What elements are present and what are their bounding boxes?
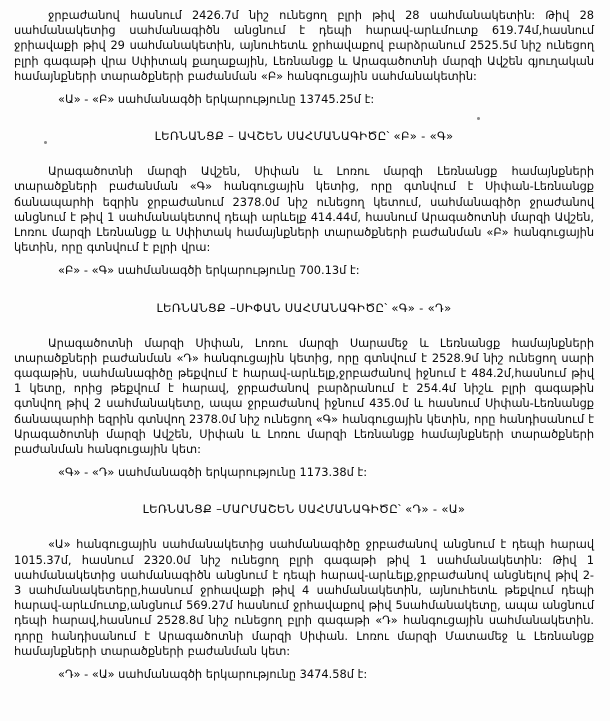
spacer	[14, 457, 594, 465]
scan-speck	[477, 117, 480, 120]
spacer	[14, 480, 594, 502]
section-heading-2: ԼԵՌՆԱՆՑՔ –ՍԻՓԱՆ ՍԱՀՄԱՆԱԳԻԾԸ՝ «Գ» - «Դ»	[156, 300, 452, 315]
spacer	[14, 316, 594, 336]
spacer	[14, 517, 594, 537]
result-line-3: «Գ» - «Դ» սահմանագծի երկարությունը 1173.38մ է:	[58, 465, 368, 480]
result-line-4: «Դ» - «Ա» սահմանագծի երկարությունը 3474.58մ է:	[58, 667, 368, 682]
paragraph-block-3: Արագածոտնի մարզի Սիփան, Լոռու մարզի Սարամեջ և Լեռնանցք համայնքների տարածքների բաժանման «Դ» հանգուցային կետից, որը գտնվում է 2528.9մ նիշ ունեցող սարի գագաթին, սահմանագիծը թեքվում է հարավ-արևելք,ջրբաժանով իջնում է 484.2մ,հասնում թիվ 1 կետը, որից թեքվում է հարավ, ջրբաժանով բարձրանում է 254.4մ նիշև բլրի գագաթին գտնվող թիվ 2 սահմանակետը, ապա ջրբաժանով իջնում 435.0մ և հասնում Սիփան-Լեռնանցք ճանապարհի եզրին գտնվող 2378.0մ նիշ ունեցող «Գ» հանգուցային կետին, որը հանդիսանում է Արագածոտնի մարզի Ավշեն, Սիփան և Լոռու մարզի Լեռնանցք համայնքների տարածքների բաժանման հանգուցային կետ:	[14, 335, 594, 457]
spacer	[14, 279, 594, 301]
spacer	[14, 144, 594, 164]
section-heading-3: ԼԵՌՆԱՆՑՔ –ՄԱՐՄԱՇԵՆ ՍԱՀՄԱՆԱԳԻԾԸ՝ «Դ» - «Ա»	[142, 502, 466, 517]
scan-speck	[44, 141, 47, 144]
paragraph-block-4: «Ա» հանգուցային սահմանակետից սահմանագիծը ջրբաժանով անցնում է դեպի հարավ 1015.37մ, հասնում 2320.0մ նիշ ունեցող բլրի գագաթի թիվ 1 սահմանակետին: Թիվ 1 սահմանակետից սահմանագիծն անցնում է դեպի հարավ-արևելք,ջրբաժանով անցնելով թիվ 2-3 սահմանակետերը,հասնում ջրհավաքի թիվ 4 սահմանակետին, այնուհետև թեքվում դեպի հարավ-արևմուտք,անցնում 569.27մ հասնում ջրհավաքով թիվ 5սահմանակետը, ապա անցնում դեպի հարավ,հասնում 2528.8մ նիշ ունեցող բլրի գագաթի «Դ» հանգուցային սահմանակետին. դորը հանդիսանում է Արագածոտնի մարզի Սիփան. Լոռու մարզի Մատամեջ և Լեռնանցք համայնքների տարածքների բաժանման կետ:	[14, 537, 594, 658]
result-line-2: «Բ» - «Գ» սահմանագծի երկարությունը 700.13մ է:	[58, 263, 360, 278]
spacer	[14, 255, 594, 263]
paragraph-block-2: Արագածոտնի մարզի Ավշեն, Սիփան և Լոռու մարզի Լեռնանցք համայնքների տարածքների բաժանման «Գ» հանգուցային կետից, որը գտնվում է Սիփան-Լեռնանցք ճանապարհի եզրին ջրբաժանում 2378.0մ նիշ ունեցող կետում, սահմանագիծր ջրաժանով անցնում է թիվ 1 սահմանակետով դեպի արևելք 414.44մ, հասնում Արագածոտնի մարզի Ավշեն, Լոռու մարզի Լեռնանցք և Սփիտակ համայնքների տարածքների բաժանման «Բ» հանգուցային կետին, որը գտնվում է բլրի վրա:	[14, 164, 594, 255]
section-heading-1: ԼԵՌՆԱՆՑՔ – ԱՎՇԵՆ ՍԱՀՄԱՆԱԳԻԾԸ՝ «Բ» - «Գ»	[154, 129, 454, 144]
spacer	[14, 107, 594, 129]
result-line-1: «Ա» - «Բ» սահմանագծի երկարությունը 13745.25մ է:	[58, 92, 375, 107]
paragraph-block-1: ջրբաժանով հասնում 2426.7մ նիշ ունեցող բլրի թիվ 28 սահմանակետին: Թիվ 28 սահմանակետից սահմանագիծն անցնում է դեպի հարավ-արևմուտք 619.74մ,հասնում ջրիավաքի թիվ 29 սահմանակետին, այնուհետև ջրհավաքով բարձրանում 2525.5մ նիշ ունեցող բլրի գագաթի վրա Սփիտակ քաղաքային, Լեռնանցք և Արագածոտնի մարզի Ավշեն գյուղական համայնքների տարածքների բաժանման «Բ» հանգուցային սահմանակետին:	[14, 8, 594, 83]
spacer	[14, 659, 594, 667]
spacer	[14, 84, 594, 92]
